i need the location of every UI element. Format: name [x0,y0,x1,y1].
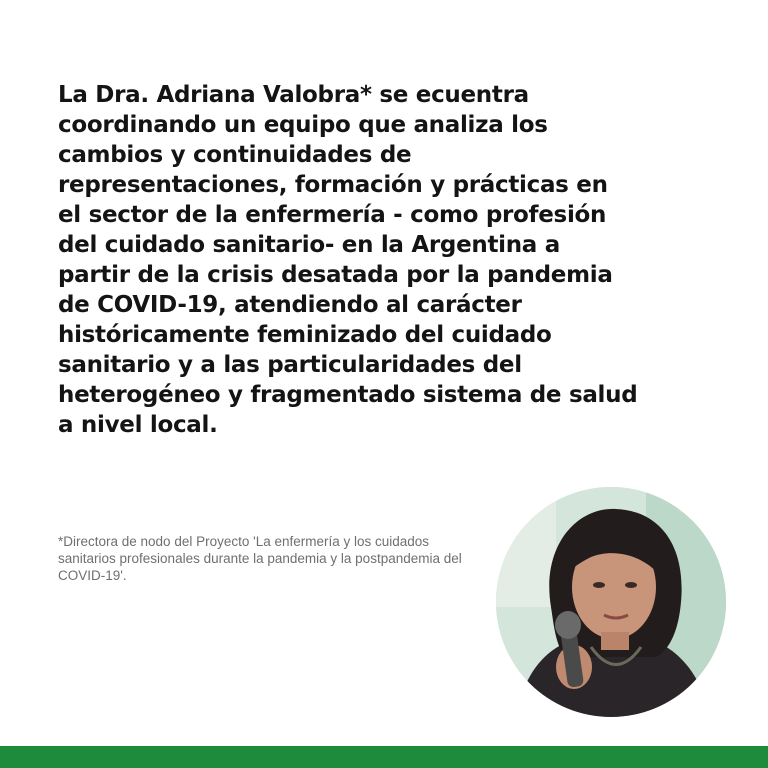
footer-green-bar [0,746,768,768]
portrait-photo [496,487,726,717]
main-paragraph: La Dra. Adriana Valobra* se ecuentra coordinando un equipo que analiza los cambios y continuidades de representaciones, formación y prácticas en el sector de la enfermería - como profesión del cuidado sanitario- en la Argentina a partir de la crisis desatada por la pandemia de COVID-19, atendiendo al carácter históricamente feminizado del cuidado sanitario y a las particularidades del heterogéneo y fragmentado sistema de salud a nivel local. [58,82,638,438]
footnote: *Directora de nodo del Proyecto 'La enfermería y los cuidados sanitarios profesionales durante la pandemia y la postpandemia del COVID-19'. [58,534,462,583]
